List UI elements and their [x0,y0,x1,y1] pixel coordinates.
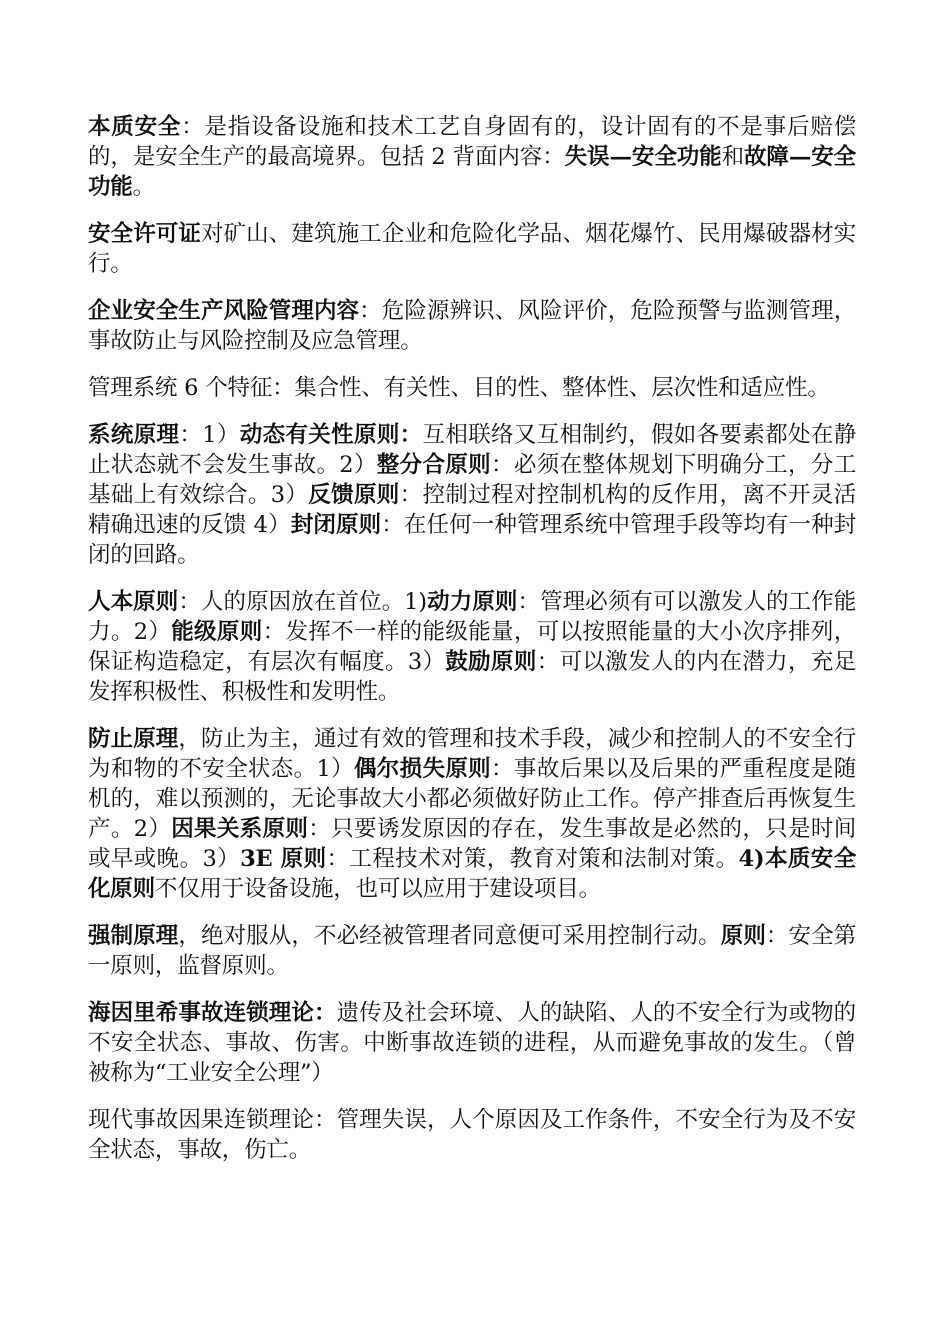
body-text: 互相联络又互相制约，假如各要素都处在静止状态就不会发生事故。2） [88,422,857,478]
bold-term: 防止原理 [88,726,179,752]
body-text: ：在任何一种管理系统中管理手段等均有一种封闭的回路。 [88,512,856,568]
bold-term: 安全许可证 [88,221,201,247]
body-text: ：危险源辨识、风险评价，危险预警与监测管理，事故防止与风险控制及应急管理。 [88,298,856,354]
bold-term: 4)本质安全化原则 [88,846,856,902]
body-text: ：事故后果以及后果的严重程度是随机的，难以预测的，无论事故大小都必须做好防止工作。停产排查后再恢复生产。2） [88,756,856,842]
body-text: ：工程技术对策，教育对策和法制对策。 [326,846,739,872]
body-text: ：发挥不一样的能级能量，可以按照能量的大小次序排列，保证构造稳定，有层次有幅度。3） [88,619,857,675]
bold-term: 强制原理 [88,923,179,949]
body-text: ：1） [179,422,240,448]
body-text: 和 [721,144,744,170]
bold-term: 本质安全 [88,114,182,140]
body-text: ：只要诱发原因的存在，发生事故是必然的，只是时间或早或晚。3） [88,816,857,872]
bold-term: 原则 [720,923,766,949]
body-text: 。 [132,174,155,200]
bold-term: 反馈原则 [308,482,400,508]
bold-term: 动力原则 [426,589,518,615]
body-text: ：是指设备设施和技术工艺自身固有的，设计固有的不是事后赔偿的，是安全生产的最高境界。包括 2 背面内容： [88,114,857,170]
paragraph-anquan-xukezheng [88,219,856,279]
body-text: 遗传及社会环境、人的缺陷、人的不安全行为或物的不安全状态、事故、伤害。中断事故连锁的进程，从而避免事故的发生。（曾被称为“工业安全公理”） [88,1000,856,1086]
body-text: ：安全第一原则，监督原则。 [88,923,857,979]
bold-term: 整分合原则 [376,452,492,478]
body-text: 对矿山、建筑施工企业和危险化学品、烟花爆竹、民用爆破器材实行。 [88,221,856,277]
bold-term: 能级原则 [171,619,263,645]
bold-term: 企业安全生产风险管理内容 [88,298,360,324]
paragraph-guanli-xitong [88,373,856,403]
paragraph-qiangzhi-yuanli [88,921,856,981]
bold-term: 因果关系原则 [171,816,309,842]
bold-term: 封闭原则 [290,512,382,538]
body-text: ：控制过程对控制机构的反作用，离不开灵活精确迅速的反馈 4） [88,482,856,538]
bold-term: 偶尔损失原则 [353,756,492,782]
paragraph-xitong-yuanli [88,420,856,570]
body-text: 不仅用于设备设施，也可以应用于建设项目。 [154,876,601,902]
paragraph-benzhi-anquan [88,112,856,202]
bold-term: 鼓励原则 [445,649,537,675]
paragraph-renben-yuanli [88,587,856,707]
bold-term: 失误—安全功能 [564,144,722,170]
body-text: ：人的原因放在首位。1) [178,589,427,615]
body-text: ：必须在整体规划下明确分工，分工基础上有效综合。3） [88,452,856,508]
body-text: ，绝对服从，不必经被管理者同意便可采用控制行动。 [178,923,721,949]
bold-term: 动态有关性原则： [239,422,423,448]
body-text: ：可以激发人的内在潜力，充足发挥积极性、积极性和发明性。 [88,649,856,705]
body-text: 现代事故因果连锁理论：管理失误，人个原因及工作条件，不安全行为及不安全状态，事故，伤亡。 [88,1107,856,1163]
body-text: 管理系统 6 个特征：集合性、有关性、目的性、整体性、层次性和适应性。 [88,375,830,401]
bold-term: 3E 原则 [240,846,327,872]
paragraph-fangzhi-yuanli [88,724,856,904]
body-text: ，防止为主，通过有效的管理和技术手段，减少和控制人的不安全行为和物的不安全状态。1） [88,726,856,782]
bold-term: 故障—安全功能 [88,144,856,200]
bold-term: 系统原理 [88,422,180,448]
bold-term: 海因里希事故连锁理论： [88,1000,337,1026]
document-body [88,112,856,1182]
bold-term: 人本原则 [88,589,179,615]
paragraph-haiyinlixi [88,998,856,1088]
body-text: ：管理必须有可以激发人的工作能力。2） [88,589,856,645]
paragraph-fengxian-guanli [88,296,856,356]
paragraph-xiandai-shigu [88,1105,856,1165]
